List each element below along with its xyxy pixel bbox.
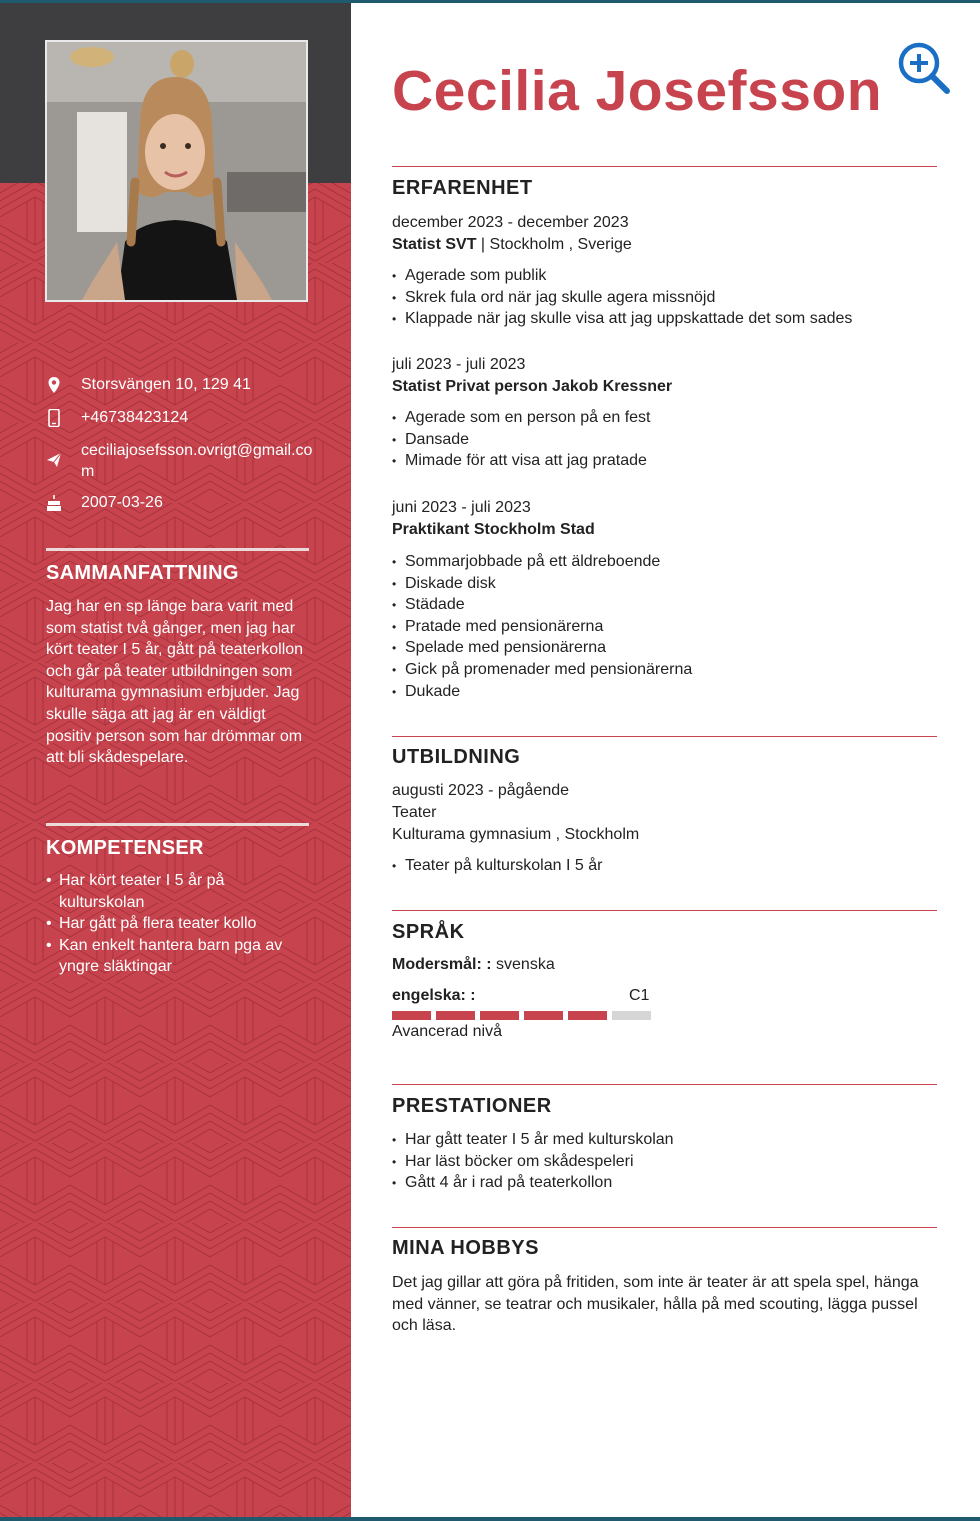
job-bullet: • Skrek fula ord när jag skulle agera missnöjd (392, 287, 852, 309)
phone-text[interactable]: +46738423124 (81, 409, 189, 426)
achievements-heading: PRESTATIONER (392, 1095, 552, 1117)
foreign-language (392, 985, 476, 1007)
achievements-list (392, 1129, 674, 1194)
summary-text: Jag har en sp länge bara varit med som statist två gånger, men jag har kört teater I 5 år, gått på teaterkollon och går på teater utbildningen som kulturama gymnasium erbjuder. Jag skulle säga att jag är en väldigt positiv person som har drömmar om att bli skådespelare. (46, 598, 304, 767)
native-sep: : (481, 956, 497, 973)
native-label: Modersmål: (392, 956, 482, 973)
skills-divider (46, 823, 309, 826)
job-title: Praktikant Stockholm Stad (392, 521, 595, 538)
achievement-item: • Har gått teater I 5 år med kulturskolan (392, 1129, 674, 1151)
language-level-segment (612, 1011, 651, 1020)
job-bullets (392, 265, 852, 330)
phone-icon (46, 409, 62, 427)
job-bullet: • Agerade som en person på en fest (392, 407, 651, 429)
hobbies-divider (392, 1227, 937, 1228)
job-bullet: • Diskade disk (392, 573, 692, 595)
job-bullet: • Städade (392, 594, 692, 616)
job-bullet: • Mimade för att visa att jag pratade (392, 450, 651, 472)
education-program: Teater (392, 804, 437, 821)
job-title-line (392, 234, 632, 256)
job-bullet: • Gick på promenader med pensionärerna (392, 659, 692, 681)
language-level-segment (392, 1011, 431, 1020)
education-bullet: • Teater på kulturskolan I 5 år (392, 855, 602, 877)
summary-heading: SAMMANFATTNING (46, 562, 239, 584)
person-name: Cecilia Josefsson (392, 59, 883, 123)
job-bullet: • Klappade när jag skulle visa att jag uppskattade det som sades (392, 308, 852, 330)
achievement-item: • Har läst böcker om skådespeleri (392, 1151, 674, 1173)
language-level-segment (568, 1011, 607, 1020)
job-title: Statist SVT (392, 236, 477, 253)
job-bullets (392, 551, 692, 702)
summary-divider (46, 548, 309, 551)
birthdate-text: 2007-03-26 (81, 494, 163, 511)
language-level-segment (524, 1011, 563, 1020)
job-bullet: • Spelade med pensionärerna (392, 637, 692, 659)
foreign-level-code: C1 (629, 987, 650, 1004)
languages-divider (392, 910, 937, 911)
education-bullets (392, 855, 602, 877)
language-level-segment (436, 1011, 475, 1020)
skill-item: • Kan enkelt hantera barn pga av yngre släktingar (46, 935, 314, 978)
bottom-border (0, 1517, 980, 1521)
education-heading: UTBILDNING (392, 746, 521, 768)
skill-item: • Har kört teater I 5 år på kulturskolan (46, 870, 314, 913)
job-title: Statist Privat person Jakob Kressner (392, 378, 673, 395)
job-bullet: • Sommarjobbade på ett äldreboende (392, 551, 692, 573)
experience-divider (392, 166, 937, 167)
job-period: december 2023 - december 2023 (392, 214, 629, 231)
hobbies-heading: MINA HOBBYS (392, 1237, 539, 1259)
job-bullet: • Pratade med pensionärerna (392, 616, 692, 638)
skill-item: • Har gått på flera teater kollo (46, 913, 314, 935)
foreign-label: engelska: (392, 987, 466, 1004)
foreign-sep: : (465, 987, 476, 1004)
skills-list (46, 870, 314, 978)
paper-plane-icon (46, 451, 62, 469)
email-text[interactable]: ceciliajosefsson.ovrigt@gmail.com (81, 442, 313, 480)
zoom-in-icon[interactable] (897, 41, 951, 95)
job-period: juni 2023 - juli 2023 (392, 499, 531, 516)
job-bullet: • Dukade (392, 681, 692, 703)
foreign-level-text: Avancerad nivå (392, 1023, 502, 1040)
job-bullet: • Agerade som publik (392, 265, 852, 287)
hobbies-text: Det jag gillar att göra på fritiden, som inte är teater är att spela spel, hänga med vänner, se teatrar och musikaler, hålla på med scouting, lägga pussel och läsa. (392, 1274, 919, 1335)
address-text: Storsvängen 10, 129 41 (81, 376, 251, 393)
skills-heading: KOMPETENSER (46, 837, 204, 859)
achievement-item: • Gått 4 år i rad på teaterkollon (392, 1172, 674, 1194)
experience-heading: ERFARENHET (392, 177, 533, 199)
achievements-divider (392, 1084, 937, 1085)
language-level-segment (480, 1011, 519, 1020)
profile-photo (45, 40, 308, 302)
education-divider (392, 736, 937, 737)
native-language (392, 954, 555, 976)
job-period: juli 2023 - juli 2023 (392, 356, 526, 373)
native-value: svenska (496, 956, 555, 973)
education-school: Kulturama gymnasium , Stockholm (392, 826, 640, 843)
birthday-cake-icon (46, 494, 62, 512)
languages-heading: SPRÅK (392, 921, 465, 943)
job-bullet: • Dansade (392, 429, 651, 451)
location-pin-icon (46, 376, 62, 394)
job-bullets (392, 407, 651, 472)
education-period: augusti 2023 - pågående (392, 782, 570, 799)
job-location: | Stockholm , Sverige (476, 236, 632, 253)
